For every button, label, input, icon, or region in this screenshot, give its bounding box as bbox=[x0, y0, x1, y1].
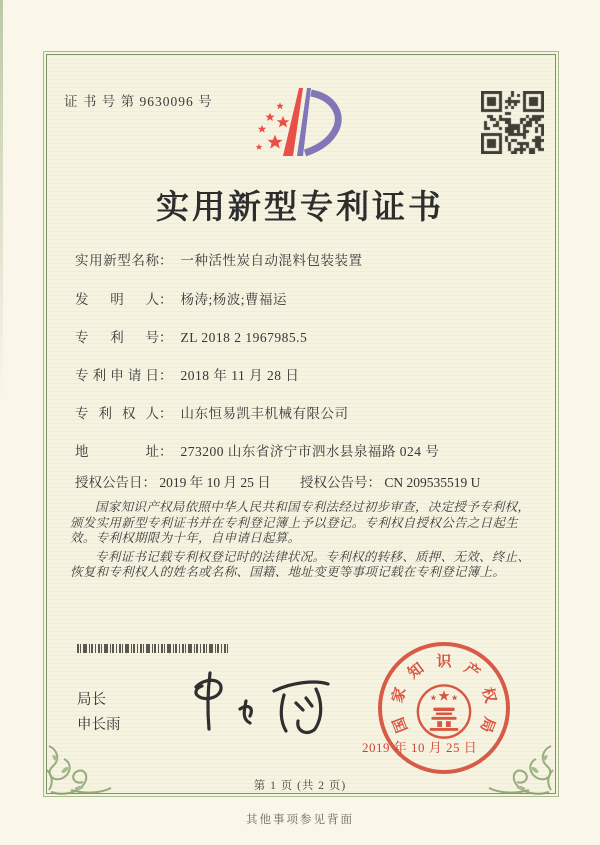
field-value: ZL 2018 2 1967985.5 bbox=[180, 330, 308, 345]
field-label: 专利号 bbox=[75, 330, 159, 345]
signer-title: 局长 bbox=[77, 692, 106, 708]
field-label: 地址 bbox=[75, 444, 159, 459]
page-number: 第 1 页 (共 2 页) bbox=[253, 780, 347, 792]
field-label: 实用新型名称 bbox=[75, 253, 159, 268]
field-row-address bbox=[75, 440, 439, 460]
field-value: 杨涛;杨波;曹福运 bbox=[180, 292, 288, 307]
field-colon: ： bbox=[159, 292, 173, 307]
barcode bbox=[77, 644, 230, 653]
field-row-name bbox=[75, 249, 363, 269]
seal-date: 2019 年 10 月 25 日 bbox=[362, 740, 478, 755]
field-value: 一种活性炭自动混料包装装置 bbox=[180, 253, 363, 268]
field-value: 273200 山东省济宁市泗水县泉福路 024 号 bbox=[180, 444, 440, 459]
field-colon: ： bbox=[159, 330, 173, 345]
seal-char: 识 bbox=[436, 654, 452, 670]
signer-name: 申长雨 bbox=[77, 717, 121, 733]
back-side-note: 其他事项参见背面 bbox=[246, 814, 354, 826]
field-colon: ： bbox=[159, 368, 173, 383]
seal-char: 知 bbox=[405, 660, 428, 683]
legal-text-block bbox=[70, 500, 540, 584]
field-label: 专利申请日 bbox=[75, 368, 159, 383]
grant-number bbox=[300, 471, 480, 491]
seal-char: 局 bbox=[476, 714, 498, 735]
field-colon: ： bbox=[159, 406, 173, 421]
director-signature bbox=[158, 665, 343, 747]
field-value: 2018 年 11 月 28 日 bbox=[180, 368, 300, 383]
seal-char: 家 bbox=[390, 685, 410, 705]
qr-code bbox=[481, 91, 544, 154]
seal-char: 产 bbox=[460, 660, 483, 683]
certificate-number: 证 书 号 第 9630096 号 bbox=[64, 94, 213, 109]
field-colon: ： bbox=[142, 475, 156, 490]
field-colon: ： bbox=[159, 253, 173, 268]
seal-char: 权 bbox=[478, 685, 498, 705]
field-row-patentee bbox=[75, 402, 349, 422]
grant-row bbox=[75, 471, 545, 491]
grant-number-value: CN 209535519 U bbox=[384, 475, 481, 490]
cnipa-patent-logo-icon bbox=[253, 84, 345, 164]
field-colon: ： bbox=[367, 475, 381, 490]
seal-char: 国 bbox=[390, 714, 412, 735]
national-emblem-icon bbox=[415, 679, 473, 743]
legal-paragraph-2: 专利证书记载专利权登记时的法律状况。专利权的转移、质押、无效、终止、恢复和专利权人的姓名或名称、国籍、地址变更等事项记载在专利登记簿上。 bbox=[70, 549, 531, 579]
field-colon: ： bbox=[159, 444, 173, 459]
field-row-inventors bbox=[75, 288, 287, 308]
field-row-filing-date bbox=[75, 364, 299, 384]
grant-date-label: 授权公告日 bbox=[75, 475, 143, 490]
field-value: 山东恒易凯丰机械有限公司 bbox=[180, 406, 349, 421]
legal-paragraph-1: 国家知识产权局依照中华人民共和国专利法经过初步审查，决定授予专利权，颁发实用新型专利证书并在专利登记簿上予以登记。专利权自授权公告之日起生效。专利权期限为十年，自申请日起算。 bbox=[70, 500, 531, 545]
certificate-title: 实用新型专利证书 bbox=[156, 190, 444, 226]
field-row-patent-number bbox=[75, 326, 307, 346]
grant-number-label: 授权公告号 bbox=[300, 475, 368, 490]
field-label: 专利权人 bbox=[75, 406, 159, 421]
grant-date-value: 2019 年 10 月 25 日 bbox=[159, 475, 271, 490]
field-label: 发明人 bbox=[75, 292, 159, 307]
